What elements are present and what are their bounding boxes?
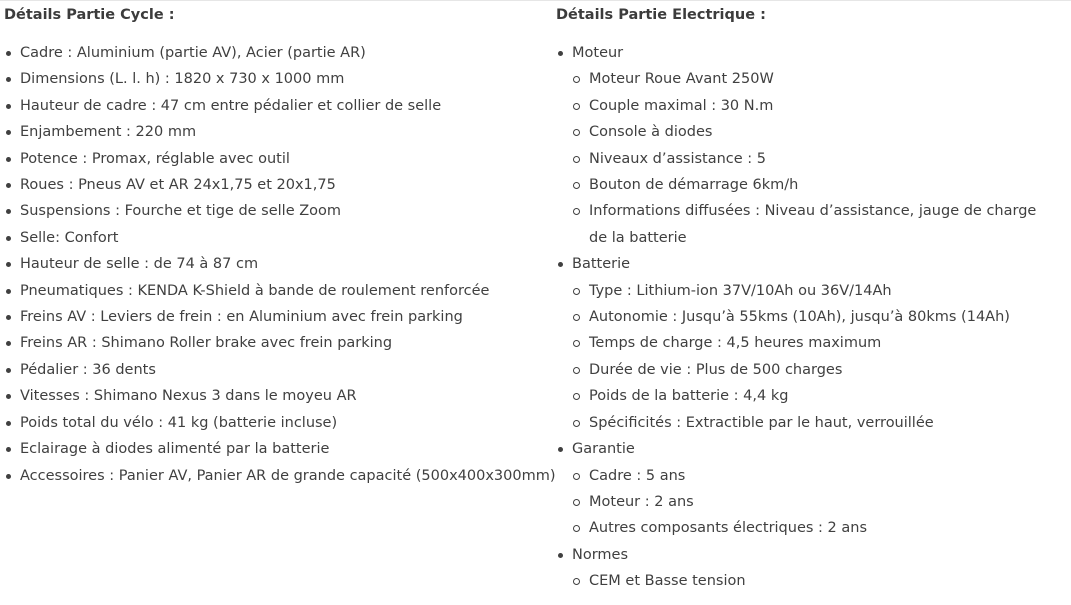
list-item: Poids total du vélo : 41 kg (batterie incluse)	[4, 410, 556, 436]
sub-list-item: Moteur : 2 ans	[572, 489, 1059, 515]
list-item: Pédalier : 36 dents	[4, 357, 556, 383]
sub-list-item: Cadre : 5 ans	[572, 463, 1059, 489]
bullet-dot-icon	[6, 236, 11, 241]
bullet-dot-icon	[6, 104, 11, 109]
sub-list-item: Type : Lithium-ion 37V/10Ah ou 36V/14Ah	[572, 278, 1059, 304]
bullet-circle-icon	[573, 288, 580, 295]
bullet-dot-icon	[558, 447, 563, 452]
bullet-circle-icon	[573, 499, 580, 506]
sub-list-item: Niveaux d’assistance : 5	[572, 146, 1059, 172]
bullet-circle-icon	[573, 208, 580, 215]
list-item: Eclairage à diodes alimenté par la batterie	[4, 436, 556, 462]
bullet-circle-icon	[573, 76, 580, 83]
bullet-circle-icon	[573, 367, 580, 374]
list-item-normes: Normes CEM et Basse tension	[556, 542, 1059, 595]
batterie-sublist	[572, 278, 1059, 436]
list-item: Hauteur de cadre : 47 cm entre pédalier et collier de selle	[4, 93, 556, 119]
sub-list-item: Couple maximal : 30 N.m	[572, 93, 1059, 119]
bullet-dot-icon	[6, 130, 11, 135]
bullet-dot-icon	[6, 77, 11, 82]
bullet-dot-icon	[6, 209, 11, 214]
electric-details-list	[556, 40, 1059, 595]
normes-sublist	[572, 568, 1059, 594]
cycle-details-heading: Détails Partie Cycle :	[4, 7, 175, 23]
bullet-dot-icon	[558, 553, 563, 558]
sub-list-item: Console à diodes	[572, 119, 1059, 145]
bullet-circle-icon	[573, 393, 580, 400]
bullet-circle-icon	[573, 129, 580, 136]
list-item: Dimensions (L. l. h) : 1820 x 730 x 1000 mm	[4, 66, 556, 92]
bullet-circle-icon	[573, 578, 580, 585]
top-divider	[0, 0, 1071, 1]
list-item: Cadre : Aluminium (partie AV), Acier (partie AR)	[4, 40, 556, 66]
bullet-circle-icon	[573, 103, 580, 110]
list-item: Roues : Pneus AV et AR 24x1,75 et 20x1,75	[4, 172, 556, 198]
bullet-dot-icon	[6, 157, 11, 162]
bullet-dot-icon	[6, 368, 11, 373]
sub-list-item: CEM et Basse tension	[572, 568, 1059, 594]
bullet-dot-icon	[6, 183, 11, 188]
sub-list-item: Moteur Roue Avant 250W	[572, 66, 1059, 92]
sub-list-item: Bouton de démarrage 6km/h	[572, 172, 1059, 198]
bullet-dot-icon	[6, 289, 11, 294]
bullet-circle-icon	[573, 340, 580, 347]
garantie-sublist	[572, 463, 1059, 542]
sub-list-item: Spécificités : Extractible par le haut, verrouillée	[572, 410, 1059, 436]
electric-details-heading: Détails Partie Electrique :	[556, 7, 766, 23]
bullet-circle-icon	[573, 473, 580, 480]
bullet-dot-icon	[6, 51, 11, 56]
bullet-circle-icon	[573, 314, 580, 321]
moteur-sublist	[572, 66, 1059, 251]
bullet-dot-icon	[6, 341, 11, 346]
bullet-dot-icon	[6, 315, 11, 320]
list-item: Accessoires : Panier AV, Panier AR de grande capacité (500x400x300mm)	[4, 463, 556, 489]
list-item: Hauteur de selle : de 74 à 87 cm	[4, 251, 556, 277]
bullet-circle-icon	[573, 420, 580, 427]
bullet-dot-icon	[6, 262, 11, 267]
sub-list-item: Durée de vie : Plus de 500 charges	[572, 357, 1059, 383]
bullet-dot-icon	[6, 421, 11, 426]
sub-list-item: Temps de charge : 4,5 heures maximum	[572, 330, 1059, 356]
list-item-garantie: Garantie Cadre : 5 ans Moteur : 2 ans Autres composants électriques : 2 ans	[556, 436, 1059, 542]
cycle-details-list	[4, 40, 556, 489]
bullet-dot-icon	[558, 51, 563, 56]
list-item: Enjambement : 220 mm	[4, 119, 556, 145]
bullet-dot-icon	[558, 262, 563, 267]
sub-list-item: Autres composants électriques : 2 ans	[572, 515, 1059, 541]
list-item: Potence : Promax, réglable avec outil	[4, 146, 556, 172]
list-item: Selle: Confort	[4, 225, 556, 251]
list-item-batterie: Batterie Type : Lithium-ion 37V/10Ah ou 36V/14Ah Autonomie : Jusqu’à 55kms (10Ah), jusqu’à 80kms (14Ah) Temps de charge : 4,5 heures maximum Durée de vie : Plus de 500 charges Poids de la batterie : 4,4 kg Spécificités : Extractible par le haut, verrouillée	[556, 251, 1059, 436]
list-item: Suspensions : Fourche et tige de selle Zoom	[4, 198, 556, 224]
list-item: Vitesses : Shimano Nexus 3 dans le moyeu AR	[4, 383, 556, 409]
bullet-dot-icon	[6, 447, 11, 452]
sub-list-item: Autonomie : Jusqu’à 55kms (10Ah), jusqu’à 80kms (14Ah)	[572, 304, 1059, 330]
list-item: Freins AV : Leviers de frein : en Aluminium avec frein parking	[4, 304, 556, 330]
sub-list-item: Poids de la batterie : 4,4 kg	[572, 383, 1059, 409]
bullet-circle-icon	[573, 182, 580, 189]
list-item: Pneumatiques : KENDA K-Shield à bande de roulement renforcée	[4, 278, 556, 304]
list-item: Freins AR : Shimano Roller brake avec frein parking	[4, 330, 556, 356]
bullet-circle-icon	[573, 156, 580, 163]
list-item-moteur: Moteur Moteur Roue Avant 250W Couple maximal : 30 N.m Console à diodes Niveaux d’assistance : 5 Bouton de démarrage 6km/h Informations diffusées : Niveau d’assistance, jauge de charge de la batterie	[556, 40, 1059, 251]
sub-list-item: Informations diffusées : Niveau d’assistance, jauge de charge de la batterie	[572, 198, 1059, 251]
bullet-dot-icon	[6, 394, 11, 399]
bullet-dot-icon	[6, 474, 11, 479]
bullet-circle-icon	[573, 525, 580, 532]
